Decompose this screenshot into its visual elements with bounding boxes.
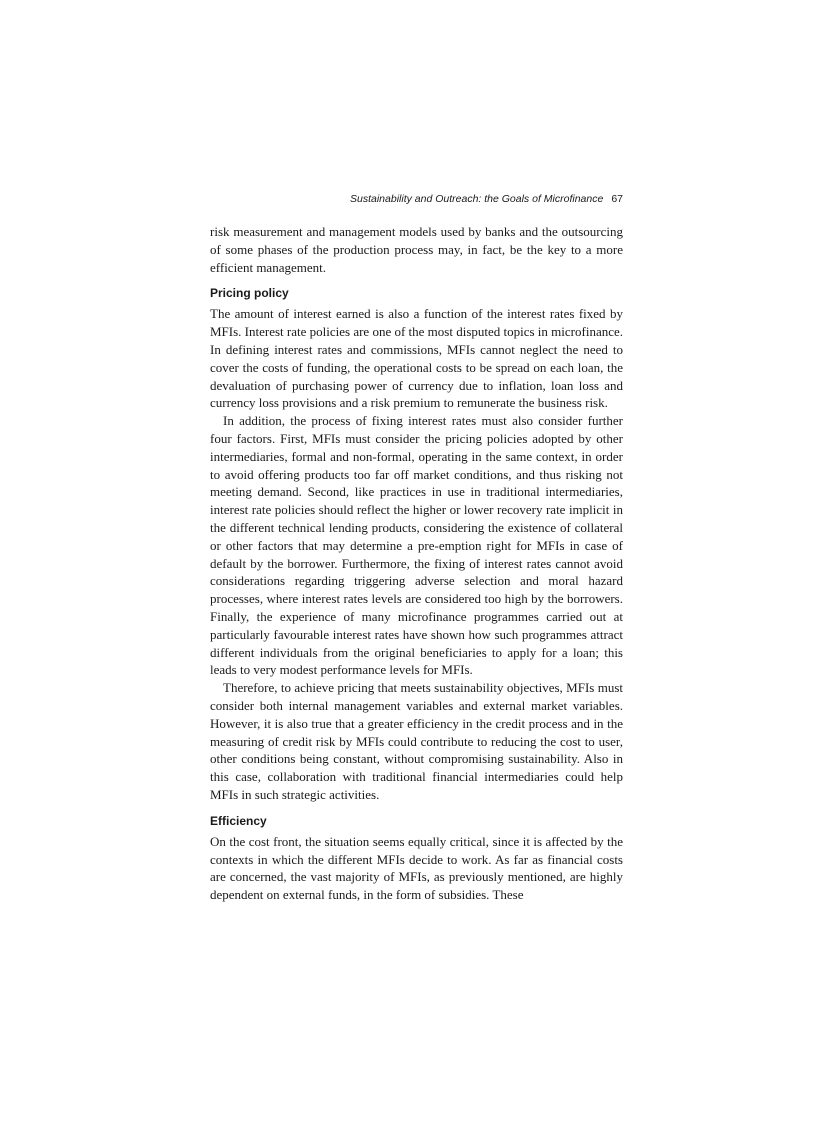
page-number: 67 xyxy=(611,193,623,205)
paragraph: On the cost front, the situation seems equally critical, since it is affected by the contexts in which the different MFIs decide to work. As far as financial costs are concerned, the vast majority of MFIs, as previously mentioned, are highly dependent on external funds, in the form of subsidies. These xyxy=(210,833,623,903)
body-text xyxy=(210,223,623,904)
paragraph: Therefore, to achieve pricing that meets sustainability objectives, MFIs must consider both internal management variables and external market variables. However, it is also true that a greater efficiency in the credit process and in the measuring of credit risk by MFIs could contribute to reducing the cost to user, other conditions being constant, without compromising sustainability. Also in this case, collaboration with traditional financial intermediaries could help MFIs in such strategic activities. xyxy=(210,680,623,802)
running-head xyxy=(210,192,623,206)
paragraph: The amount of interest earned is also a function of the interest rates fixed by MFIs. Interest rate policies are one of the most disputed topics in microfinance. In defining interest rates and commissions, MFIs cannot neglect the need to cover the costs of funding, the operational costs to be spread on each loan, the devaluation of purchasing power of currency due to inflation, loan loss and currency loss provisions and a risk premium to remunerate the business risk. xyxy=(210,306,623,411)
running-title: Sustainability and Outreach: the Goals of Microfinance xyxy=(350,193,604,205)
continued-paragraph: risk measurement and management models used by banks and the outsourcing of some phases of the production process may, in fact, be the key to a more efficient management. xyxy=(210,224,623,275)
paragraph: In addition, the process of fixing interest rates must also consider further four factors. First, MFIs must consider the pricing policies adopted by other intermediaries, formal and non-formal, operating in the same context, in order to avoid offering products too far off market conditions, and thus risking not meeting demand. Second, like practices in use in traditional intermediaries, interest rate policies should reflect the higher or lower recovery rate implicit in the different technical lending products, considering the existence of collateral or other factors that may determine a pre-emption right for MFIs in case of default by the borrower. Furthermore, the fixing of interest rates cannot avoid considerations regarding triggering adverse selection and moral hazard processes, where interest rates levels are considered too high by the borrowers. Finally, the experience of many microfinance programmes carried out at particularly favourable interest rates have shown how such programmes attract different individuals from the original beneficiaries to apply for a loan; this leads to very modest performance levels for MFIs. xyxy=(210,413,623,678)
section-heading-efficiency: Efficiency xyxy=(210,813,267,828)
section-heading-pricing-policy: Pricing policy xyxy=(210,286,289,301)
